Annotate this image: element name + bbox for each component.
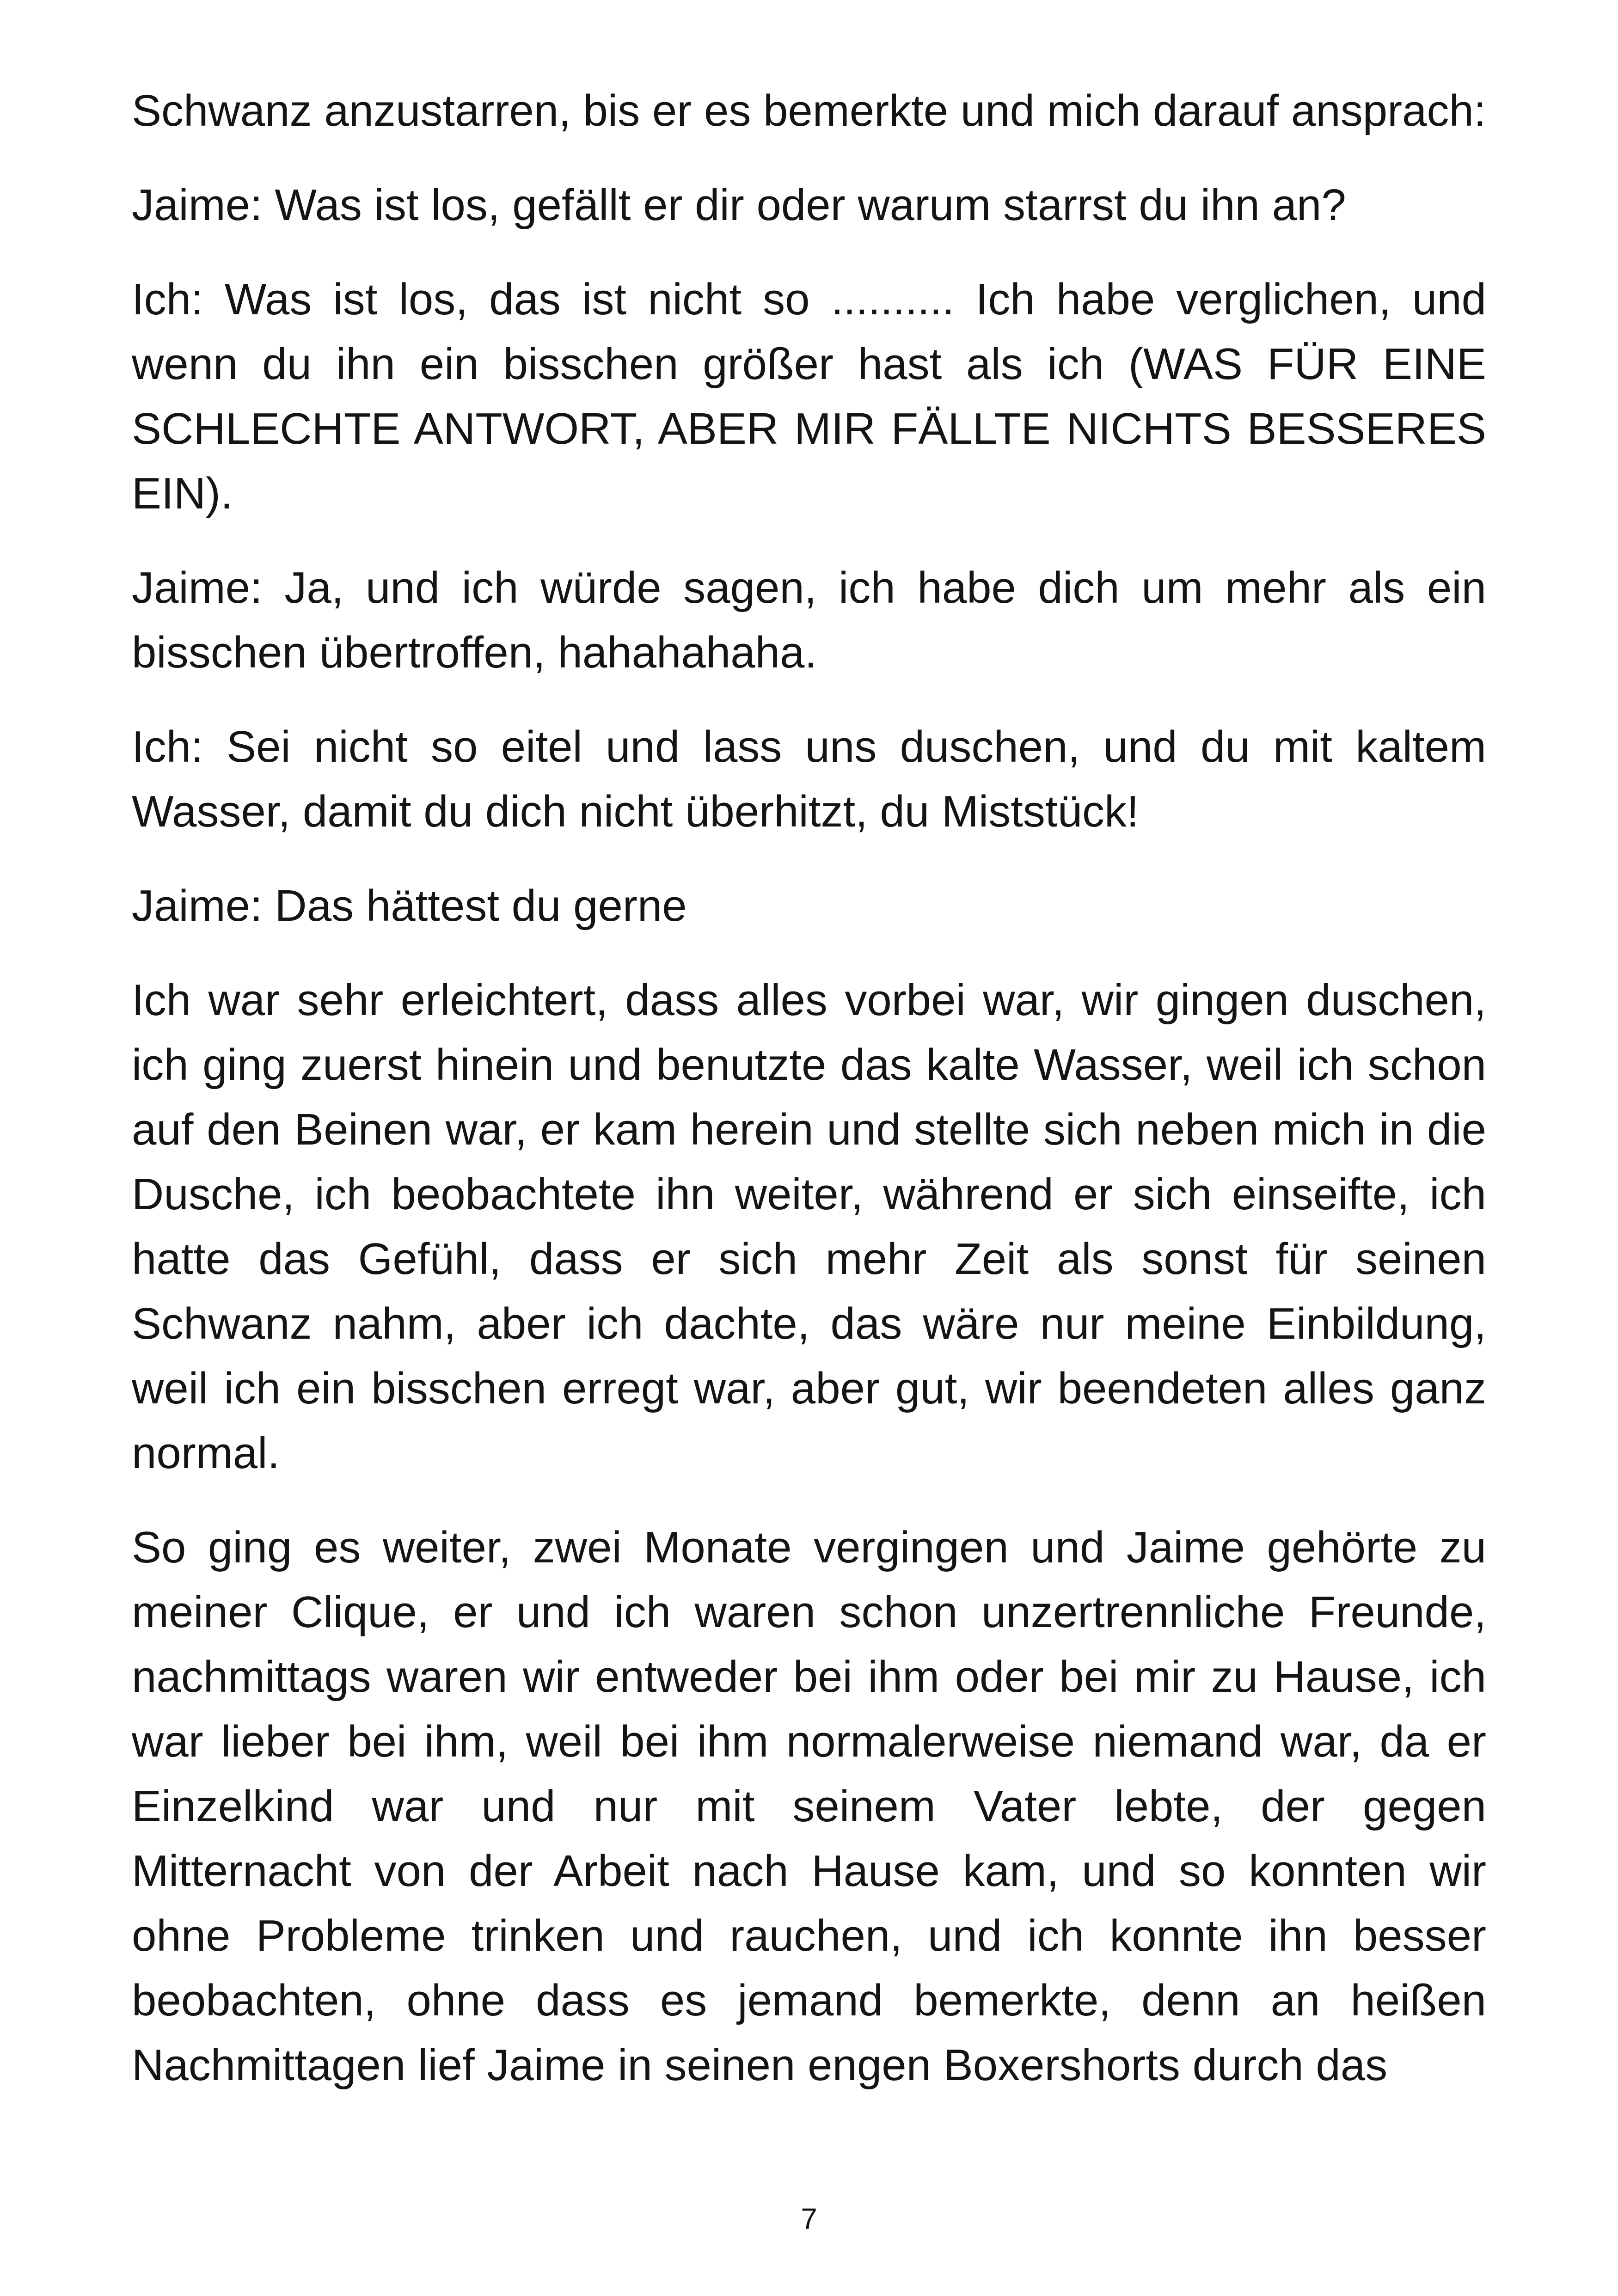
paragraph: Jaime: Was ist los, gefällt er dir oder warum starrst du ihn an? xyxy=(132,180,1346,230)
paragraph: So ging es weiter, zwei Monate vergingen und Jaime gehörte zu meiner Clique, er und ich waren schon unzertrennliche Freunde, nachmittags waren wir entweder bei ihm oder bei mir zu Hause, ich war lieber bei ihm, weil bei ihm normalerweise niemand war, da er Einzelkind war und nur mit seinem Vater lebte, der gegen Mitternacht von der Arbeit nach Hause kam, und so konnten wir ohne Probleme trinken und rauchen, und ich konnte ihn besser beobachten, ohne dass es jemand bemerkte, denn an heißen Nachmittagen lief Jaime in seinen engen Boxershorts durch das xyxy=(132,1523,1486,2090)
paragraph: Schwanz anzustarren, bis er es bemerkte und mich darauf ansprach: xyxy=(132,86,1486,135)
paragraph: Ich war sehr erleichtert, dass alles vorbei war, wir gingen duschen, ich ging zuerst hinein und benutzte das kalte Wasser, weil ich schon auf den Beinen war, er kam herein und stellte sich neben mich in die Dusche, ich beobachtete ihn weiter, während er sich einseifte, ich hatte das Gefühl, dass er sich mehr Zeit als sonst für seinen Schwanz nahm, aber ich dachte, das wäre nur meine Einbildung, weil ich ein bisschen erregt war, aber gut, wir beendeten alles ganz normal. xyxy=(132,975,1486,1478)
paragraph: Jaime: Das hättest du gerne xyxy=(132,881,687,931)
paragraph: Jaime: Ja, und ich würde sagen, ich habe dich um mehr als ein bisschen übertroffen, hahahahaha. xyxy=(132,563,1486,677)
page-number: 7 xyxy=(801,2202,817,2235)
body-text xyxy=(132,79,1486,2127)
paragraph: Ich: Sei nicht so eitel und lass uns duschen, und du mit kaltem Wasser, damit du dich nicht überhitzt, du Miststück! xyxy=(132,722,1486,836)
paragraph: Ich: Was ist los, das ist nicht so .......... Ich habe verglichen, und wenn du ihn ein bisschen größer hast als ich (WAS FÜR EINE SCHLECHTE ANTWORT, ABER MIR FÄLLTE NICHTS BESSERES EIN). xyxy=(132,275,1486,518)
